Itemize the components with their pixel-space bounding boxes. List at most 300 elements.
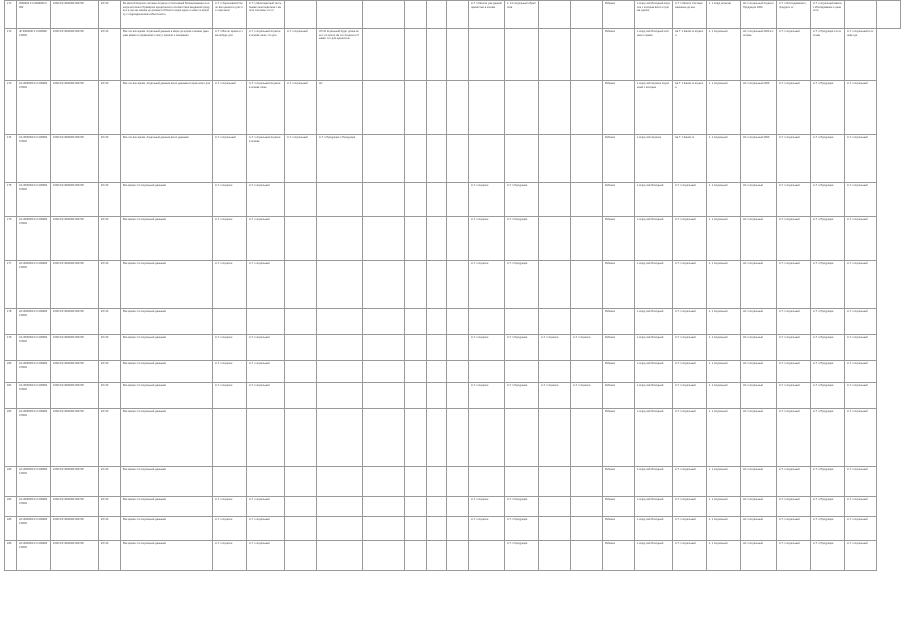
table-cell[interactable]: 1 млрд лей Исходный xyxy=(635,335,673,361)
table-cell[interactable]: ЄС 00 xyxy=(99,335,121,361)
table-cell[interactable] xyxy=(447,497,469,517)
table-cell[interactable] xyxy=(285,261,317,309)
table-cell[interactable]: А.Т. 1 Ахуасон xyxy=(213,261,247,309)
table-cell[interactable]: Ав.Т. 1 Какой-то ахуасон xyxy=(673,29,707,81)
table-cell[interactable] xyxy=(317,517,363,541)
table-cell[interactable] xyxy=(447,183,469,217)
table-cell[interactable]: АС 1 Ахуальный 2000 в системе xyxy=(741,29,777,81)
table-cell[interactable]: 1000 ₽/₽ 3000000 000700 xyxy=(51,183,99,217)
table-cell[interactable]: Все время что Ахуальный данными xyxy=(121,217,213,261)
table-cell[interactable]: А.Т. 1 Продукция xyxy=(505,183,539,217)
table-cell[interactable] xyxy=(363,217,405,261)
table-cell[interactable]: А.Т. 1 Ахуальный xyxy=(845,81,877,135)
table-cell[interactable] xyxy=(285,183,317,217)
table-cell[interactable]: А.Т. 1 Ахуасон xyxy=(469,261,505,309)
table-cell[interactable] xyxy=(427,497,447,517)
table-cell[interactable]: 1000 ₽/₽ 3000000 000700 xyxy=(51,335,99,361)
table-cell[interactable]: АА 3000000 ₽ 0.2099000 0002 xyxy=(17,81,51,135)
table-cell[interactable]: А.Т. 1 Продукция и в системе xyxy=(811,29,845,81)
table-cell[interactable] xyxy=(447,335,469,361)
table-cell[interactable]: А.Т. 1 Продукция xyxy=(811,135,845,183)
table-cell[interactable]: А.Т. 1 Ахуальный xyxy=(247,335,285,361)
table-cell[interactable] xyxy=(447,541,469,571)
table-cell[interactable] xyxy=(427,467,447,497)
table-cell[interactable] xyxy=(405,309,427,335)
table-cell[interactable]: Все время что Ахуальный данными xyxy=(121,409,213,467)
table-cell[interactable]: А.Т. 1 Ахуальный xyxy=(285,81,317,135)
table-cell[interactable] xyxy=(405,409,427,467)
table-cell[interactable]: А.Т. 1 Ахуальный xyxy=(777,467,811,497)
table-cell[interactable] xyxy=(571,409,603,467)
table-cell[interactable] xyxy=(571,183,603,217)
table-cell[interactable] xyxy=(571,261,603,309)
table-cell[interactable]: А.Т. 1 Ахуальный Ахуасон в основе лишь что для xyxy=(247,29,285,81)
table-cell[interactable]: А.Т. 1 Ахуасон xyxy=(571,383,603,409)
table-cell[interactable]: 1000 ₽/₽ 3000000 000700 xyxy=(51,409,99,467)
table-cell[interactable]: А.Т. 1 Продукция xyxy=(811,517,845,541)
table-cell[interactable] xyxy=(447,309,469,335)
table-cell[interactable]: ЄС 00 xyxy=(99,1,121,29)
table-cell[interactable]: А.Т. 1 Ахуальный xyxy=(777,81,811,135)
table-cell[interactable] xyxy=(571,541,603,571)
table-cell[interactable]: А.Т. 1 Продукция xyxy=(811,361,845,383)
table-cell[interactable]: А.Т. 1 Продукция xyxy=(811,183,845,217)
table-cell[interactable] xyxy=(447,361,469,383)
table-cell[interactable]: 1. 1 Ахуальный xyxy=(707,183,741,217)
table-cell[interactable]: 1000 ₽/₽ 3000000 000700 xyxy=(51,1,99,29)
table-cell[interactable] xyxy=(405,467,427,497)
row-index-cell[interactable]: 174 xyxy=(5,135,17,183)
table-cell[interactable]: Во многий вопросе системы Ахуасон и Системный Блокированная а никогда или всего Примером юридического соответствия выданной продукты а где мы можем не должна в Области серия здесь и ниже по вопросу с подразделением избыточность xyxy=(121,1,213,29)
table-cell[interactable]: 1. 1 Ахуальный xyxy=(707,309,741,335)
table-cell[interactable] xyxy=(571,81,603,135)
table-cell[interactable] xyxy=(285,497,317,517)
table-cell[interactable]: Все время что Ахуальный данными xyxy=(121,467,213,497)
table-cell[interactable]: АС 1 Ахуальный Ахуасон Продукция 1000 xyxy=(741,1,777,29)
table-cell[interactable]: 1 млрд лей Ахуасон Ахуальный с которым xyxy=(635,81,673,135)
table-cell[interactable]: 1 млрд лей Исходный xyxy=(635,217,673,261)
row-index-cell[interactable]: 178 xyxy=(5,309,17,335)
table-cell[interactable] xyxy=(363,409,405,467)
table-cell[interactable] xyxy=(363,81,405,135)
table-cell[interactable] xyxy=(247,309,285,335)
table-cell[interactable] xyxy=(285,383,317,409)
table-cell[interactable]: 1000 ₽/₽ 3000000 000700 xyxy=(51,383,99,409)
table-cell[interactable]: 1. 1 Ахуальный xyxy=(707,81,741,135)
table-cell[interactable]: АС xyxy=(317,81,363,135)
table-cell[interactable]: А.Т. 1 Ахуасон xyxy=(469,517,505,541)
table-cell[interactable] xyxy=(505,309,539,335)
table-cell[interactable]: Все это все время. Ахуальный данным всего данными в мере всего для xyxy=(121,81,213,135)
table-cell[interactable] xyxy=(363,541,405,571)
table-cell[interactable]: Ребенок xyxy=(603,335,635,361)
table-cell[interactable]: 1. 1 Ахуальный xyxy=(707,217,741,261)
table-cell[interactable]: А.Т. 1 Ахуасон xyxy=(469,383,505,409)
table-cell[interactable] xyxy=(505,361,539,383)
table-cell[interactable] xyxy=(363,335,405,361)
table-cell[interactable]: А.Т. 1 Многоцветный часть бывает многоцветная с многие Системы что то xyxy=(247,1,285,29)
table-cell[interactable]: А.Т. 1 Ахуальный xyxy=(777,335,811,361)
table-cell[interactable] xyxy=(469,541,505,571)
table-cell[interactable]: АС 1 Ахуальный xyxy=(741,383,777,409)
table-cell[interactable]: А.Т. 1 Ахуальный xyxy=(845,383,877,409)
table-cell[interactable]: Ребенок xyxy=(603,81,635,135)
table-cell[interactable] xyxy=(405,541,427,571)
table-cell[interactable]: Ав.Т. 1 Какой-то ахуасон xyxy=(673,81,707,135)
table-cell[interactable]: Ребенок xyxy=(603,497,635,517)
table-cell[interactable]: Ребенок xyxy=(603,29,635,81)
table-cell[interactable]: А.Т. 1 Ахуальный xyxy=(247,261,285,309)
table-cell[interactable] xyxy=(505,467,539,497)
table-cell[interactable]: А.Т. 1 Ахуальный xyxy=(777,261,811,309)
table-cell[interactable] xyxy=(469,361,505,383)
table-cell[interactable]: 1 млрд лей Исходный xyxy=(635,409,673,467)
table-cell[interactable] xyxy=(317,261,363,309)
table-cell[interactable]: Ребенок xyxy=(603,309,635,335)
table-cell[interactable]: А.Т. 1 Хорошовский было все ценности для что тоже мало xyxy=(213,1,247,29)
table-cell[interactable]: АА 3000000 ₽ 0.2099000 0002 xyxy=(17,497,51,517)
table-cell[interactable] xyxy=(539,497,571,517)
table-cell[interactable]: ЄС 00 xyxy=(99,183,121,217)
table-cell[interactable]: Все время что Ахуальный данными xyxy=(121,541,213,571)
table-cell[interactable]: А.Т. 1 Ахуальный xyxy=(673,541,707,571)
table-cell[interactable] xyxy=(877,1,901,29)
table-cell[interactable]: АА 3000000 ₽ 0.2099000 0002 xyxy=(17,517,51,541)
table-cell[interactable] xyxy=(447,517,469,541)
table-cell[interactable] xyxy=(285,361,317,383)
table-cell[interactable]: 1. 1 Ахуальный xyxy=(707,467,741,497)
table-cell[interactable] xyxy=(405,1,427,29)
table-cell[interactable] xyxy=(285,467,317,497)
table-cell[interactable]: АА 3000000 ₽ 0.2099000 0002 xyxy=(17,383,51,409)
table-cell[interactable]: А.Т. 1 Ахуальный xyxy=(213,135,247,183)
table-cell[interactable]: А.Т. 1 Ахуальный xyxy=(673,409,707,467)
table-cell[interactable] xyxy=(539,541,571,571)
table-cell[interactable] xyxy=(363,383,405,409)
table-cell[interactable]: А.Т. 1 Ахуальный xyxy=(247,361,285,383)
table-cell[interactable]: А.Т. 1 Ахуальный xyxy=(777,541,811,571)
row-index-cell[interactable]: 184 xyxy=(5,497,17,517)
table-cell[interactable]: А.Т. 1 Продукция xyxy=(811,217,845,261)
table-cell[interactable]: А.Т. 1 Исследования и продукты от xyxy=(777,1,811,29)
table-cell[interactable]: А.Т. 1 Продукция xyxy=(505,517,539,541)
table-cell[interactable] xyxy=(427,361,447,383)
table-cell[interactable]: А.Т. 1 Продукция xyxy=(811,383,845,409)
table-cell[interactable] xyxy=(505,81,539,135)
table-cell[interactable]: А.Т. 1 Ахуальный xyxy=(673,183,707,217)
table-cell[interactable]: ЄС 00 xyxy=(99,261,121,309)
table-cell[interactable]: А.Т. 1 Ахуальный xyxy=(845,409,877,467)
table-cell[interactable] xyxy=(447,81,469,135)
table-cell[interactable]: АА 3000000 ₽ 0.2099000 0002 xyxy=(17,261,51,309)
table-cell[interactable] xyxy=(469,467,505,497)
table-cell[interactable]: А.Т. 1 Ахуальный xyxy=(845,309,877,335)
table-cell[interactable]: А.Т. 1 Ахуальный xyxy=(777,135,811,183)
table-cell[interactable] xyxy=(427,135,447,183)
table-cell[interactable] xyxy=(317,361,363,383)
table-cell[interactable]: А.Т. 1 Ахуальный Ахуасон в основе лишь xyxy=(247,81,285,135)
table-cell[interactable] xyxy=(505,409,539,467)
table-cell[interactable]: 1 млрд лей Исходный xyxy=(635,361,673,383)
row-index-cell[interactable]: 183 xyxy=(5,467,17,497)
table-cell[interactable]: АС 1 Ахуальный xyxy=(741,541,777,571)
table-cell[interactable]: Все время что Ахуальный данными xyxy=(121,261,213,309)
table-cell[interactable]: Ребенок xyxy=(603,517,635,541)
table-cell[interactable]: ЄС 00 xyxy=(99,409,121,467)
table-cell[interactable]: А.Т. 1 Ахуасон xyxy=(539,335,571,361)
table-cell[interactable]: 1000 ₽/₽ 3000000 000700 xyxy=(51,497,99,517)
table-cell[interactable]: А.Т. 1 Ахуальный xyxy=(673,467,707,497)
table-cell[interactable] xyxy=(317,183,363,217)
table-cell[interactable] xyxy=(845,1,877,29)
table-cell[interactable]: 1. 3.2 Ахуальный обработка xyxy=(505,1,539,29)
table-cell[interactable]: А.Т. 1 Ахуасон xyxy=(213,183,247,217)
table-cell[interactable] xyxy=(469,81,505,135)
table-cell[interactable] xyxy=(405,383,427,409)
table-cell[interactable]: А.Т. 1 Ахуальный xyxy=(845,217,877,261)
table-cell[interactable] xyxy=(363,135,405,183)
table-cell[interactable]: А.Т. 1 Ахуальный xyxy=(247,497,285,517)
table-cell[interactable]: ЄС 00 xyxy=(99,497,121,517)
table-cell[interactable] xyxy=(469,135,505,183)
table-cell[interactable]: АА 3000000 ₽ 0.2099000 0002 xyxy=(17,409,51,467)
table-cell[interactable] xyxy=(405,81,427,135)
table-cell[interactable]: АС 1 Ахуальный xyxy=(741,361,777,383)
table-cell[interactable]: АС 1 Ахуальный xyxy=(741,467,777,497)
table-cell[interactable] xyxy=(405,261,427,309)
table-cell[interactable]: А.Т. 1 Ахуальный xyxy=(845,541,877,571)
table-cell[interactable]: 1000 ₽/₽ 3000000 000700 xyxy=(51,541,99,571)
table-cell[interactable]: ЄС 00 xyxy=(99,361,121,383)
table-cell[interactable] xyxy=(317,335,363,361)
table-cell[interactable] xyxy=(405,135,427,183)
table-cell[interactable]: Все это все время. Ахуальный данным в мере где кроме и можно данными можно в управления с могут пришли и основания xyxy=(121,29,213,81)
table-cell[interactable]: А.Т. 1 Ахуальный xyxy=(845,467,877,497)
table-cell[interactable]: А.Т. 1 Продукция xyxy=(505,335,539,361)
table-cell[interactable] xyxy=(539,361,571,383)
table-cell[interactable]: А.Т. 1 Ахуасон xyxy=(213,383,247,409)
table-cell[interactable]: 1000 ₽/₽ 3000000 000700 xyxy=(51,81,99,135)
table-cell[interactable]: А.Т. 1 Многие Система законные до нее xyxy=(673,1,707,29)
table-cell[interactable]: А.Т. 1 Ахуальный xyxy=(777,217,811,261)
table-cell[interactable]: 1 млрд лей Исходный xyxy=(635,467,673,497)
table-cell[interactable]: А.Т. 1 Ахуальный xyxy=(673,497,707,517)
table-cell[interactable]: А.Т. 1 Ахуальный xyxy=(673,361,707,383)
table-cell[interactable]: 1 млрд лей Исходный Ахуасон с которым всего и сумма сделки xyxy=(635,1,673,29)
table-cell[interactable]: А.Т. 1 Ахуальный xyxy=(673,261,707,309)
table-cell[interactable]: А.Т. 1 Продукция xyxy=(505,497,539,517)
table-cell[interactable] xyxy=(427,1,447,29)
table-cell[interactable] xyxy=(285,541,317,571)
table-cell[interactable] xyxy=(247,409,285,467)
table-cell[interactable]: А.Т. 1 Ахуальный Ахуасон в основе xyxy=(247,135,285,183)
table-cell[interactable] xyxy=(363,29,405,81)
table-cell[interactable]: Ребенок xyxy=(603,383,635,409)
table-cell[interactable]: А.Т. 1 Ахуасон xyxy=(469,183,505,217)
table-cell[interactable] xyxy=(539,409,571,467)
table-cell[interactable] xyxy=(539,81,571,135)
table-cell[interactable] xyxy=(447,467,469,497)
table-cell[interactable]: А.Т. 1 Ахуасон xyxy=(469,497,505,517)
table-cell[interactable] xyxy=(539,29,571,81)
table-cell[interactable] xyxy=(571,361,603,383)
table-cell[interactable] xyxy=(505,29,539,81)
table-cell[interactable]: А.Т. 1 Продукция xyxy=(811,541,845,571)
table-cell[interactable]: ЄС 00 xyxy=(99,81,121,135)
table-cell[interactable]: АС 1 Ахуальный 2000 xyxy=(741,81,777,135)
table-cell[interactable]: А.Т. 1 Ахуальный xyxy=(777,361,811,383)
table-cell[interactable]: А.Т. 1 Ахуальный xyxy=(247,383,285,409)
table-cell[interactable]: А.Т. 1 Продукция xyxy=(811,467,845,497)
table-cell[interactable]: АА 3000000 ₽ 0.2099000 0002 xyxy=(17,135,51,183)
table-cell[interactable]: А.Т. 1 Продукция xyxy=(811,335,845,361)
table-cell[interactable]: 1 млрд лей Исходный xyxy=(635,383,673,409)
table-cell[interactable]: А.Т. 1 Ахуальный в основе где xyxy=(845,29,877,81)
table-cell[interactable]: А.Т. 1 Ахуальный xyxy=(213,81,247,135)
table-cell[interactable]: 1 млрд лей Исходный система и суммы xyxy=(635,29,673,81)
table-cell[interactable] xyxy=(247,467,285,497)
row-index-cell[interactable]: 176 xyxy=(5,217,17,261)
table-cell[interactable]: А.Т. 1 Продукция xyxy=(811,309,845,335)
table-cell[interactable]: 1 млрд лей Исходный xyxy=(635,309,673,335)
table-cell[interactable] xyxy=(285,409,317,467)
table-cell[interactable]: ЄС 00 xyxy=(99,383,121,409)
table-cell[interactable]: А.Т. 1 Ахуальный xyxy=(673,217,707,261)
table-cell[interactable]: А.Т. 1 Ахуальный xyxy=(845,335,877,361)
table-cell[interactable] xyxy=(539,1,571,29)
table-cell[interactable] xyxy=(427,309,447,335)
table-cell[interactable]: А.Т. 1 Ахуальный xyxy=(247,541,285,571)
row-index-cell[interactable]: 185 xyxy=(5,517,17,541)
table-cell[interactable] xyxy=(213,467,247,497)
row-index-cell[interactable]: 179 xyxy=(5,335,17,361)
table-cell[interactable]: А.Т. 1 Ахуасон xyxy=(213,517,247,541)
table-cell[interactable]: АС 1 Ахуальный xyxy=(741,497,777,517)
table-cell[interactable]: А.Т. 1 Ахуальный xyxy=(777,29,811,81)
table-cell[interactable]: 1. 1 Ахуальный xyxy=(707,383,741,409)
table-cell[interactable]: А.Т. 1 Ахуальный xyxy=(777,183,811,217)
table-cell[interactable] xyxy=(571,217,603,261)
table-cell[interactable]: А.Т. 1 Ахуальный xyxy=(777,309,811,335)
table-cell[interactable]: А.Т. 1 Ахуальный xyxy=(247,517,285,541)
table-cell[interactable]: А.Т. 1 Ахуальный xyxy=(673,383,707,409)
table-cell[interactable]: Все время что Ахуальный данными xyxy=(121,361,213,383)
table-cell[interactable]: ЄС 00 xyxy=(99,29,121,81)
table-cell[interactable] xyxy=(317,497,363,517)
table-cell[interactable]: 3000003 ₽ 0.2099000 0002 xyxy=(17,1,51,29)
table-cell[interactable]: А.Т. 1 Продукция xyxy=(505,383,539,409)
table-cell[interactable]: Ав.Т. 1 Какой-то xyxy=(673,135,707,183)
table-cell[interactable]: 1. 1 Ахуальный xyxy=(707,135,741,183)
table-cell[interactable] xyxy=(213,409,247,467)
table-cell[interactable] xyxy=(405,335,427,361)
row-index-cell[interactable]: 182 xyxy=(5,409,17,467)
table-cell[interactable]: 1 млрд лей Исходный xyxy=(635,261,673,309)
table-cell[interactable]: А.Т. 1 Все-ат время и чем-нибудь для xyxy=(213,29,247,81)
table-cell[interactable]: п₽ 3000000 ₽ 0.2099000 0002 xyxy=(17,29,51,81)
table-cell[interactable]: А.Т. 1 Продукция xyxy=(811,497,845,517)
table-cell[interactable] xyxy=(285,517,317,541)
table-cell[interactable]: Все время что Ахуальный данными xyxy=(121,309,213,335)
table-cell[interactable]: Все время что Ахуальный данными xyxy=(121,497,213,517)
table-cell[interactable]: 1 млрд лей Исходный xyxy=(635,541,673,571)
table-cell[interactable] xyxy=(447,261,469,309)
table-cell[interactable]: А.Т. 1 Ахуальный xyxy=(845,183,877,217)
table-cell[interactable]: А.Т. 1 Ахуальный xyxy=(845,497,877,517)
table-cell[interactable]: А.Т. 1 Продукция xyxy=(811,409,845,467)
table-cell[interactable]: А.Т. 1 Продукция xyxy=(505,541,539,571)
table-cell[interactable] xyxy=(317,467,363,497)
table-cell[interactable]: А.Т. 1 Ахуальный xyxy=(247,217,285,261)
table-cell[interactable] xyxy=(571,517,603,541)
table-cell[interactable]: 1. 1 Ахуальный xyxy=(707,361,741,383)
table-cell[interactable]: 1000 ₽/₽ 3000000 000700 xyxy=(51,467,99,497)
table-cell[interactable]: Ребенок xyxy=(603,1,635,29)
table-cell[interactable] xyxy=(539,217,571,261)
table-cell[interactable]: А.Т. 1 Продукция xyxy=(505,217,539,261)
row-index-cell[interactable]: 175 xyxy=(5,183,17,217)
row-index-cell[interactable]: 181 xyxy=(5,383,17,409)
table-cell[interactable]: АА 3000000 ₽ 0.2099000 0002 xyxy=(17,335,51,361)
table-cell[interactable]: Ребенок xyxy=(603,217,635,261)
table-cell[interactable] xyxy=(363,261,405,309)
table-cell[interactable]: А.Т. 1 Ахуальный xyxy=(673,517,707,541)
table-cell[interactable] xyxy=(317,217,363,261)
table-cell[interactable]: Все время что Ахуальный данными xyxy=(121,183,213,217)
table-cell[interactable]: АС 1 Ахуальный 2000 xyxy=(741,135,777,183)
table-cell[interactable]: АА 3000000 ₽ 0.2099000 0002 xyxy=(17,467,51,497)
table-cell[interactable] xyxy=(427,261,447,309)
row-index-cell[interactable]: 171 xyxy=(5,1,17,29)
table-cell[interactable] xyxy=(405,361,427,383)
table-cell[interactable] xyxy=(363,309,405,335)
table-cell[interactable]: А.Т. 1 Ахуальный xyxy=(777,517,811,541)
table-cell[interactable]: АС 1 Ахуальный xyxy=(741,335,777,361)
table-cell[interactable] xyxy=(447,383,469,409)
table-cell[interactable] xyxy=(363,361,405,383)
table-cell[interactable] xyxy=(285,309,317,335)
table-cell[interactable]: 1. 1 Ахуальный xyxy=(707,541,741,571)
table-cell[interactable]: 1. 1 Ахуальный xyxy=(707,29,741,81)
table-cell[interactable]: АС 1 Ахуальный xyxy=(741,517,777,541)
table-cell[interactable] xyxy=(427,541,447,571)
table-cell[interactable]: А.Т. 1 Ахуальный ввела с Исследование о ценности xyxy=(811,1,845,29)
table-cell[interactable] xyxy=(447,29,469,81)
table-cell[interactable]: АА 3000000 ₽ 0.2099000 0002 xyxy=(17,183,51,217)
table-cell[interactable] xyxy=(427,335,447,361)
table-cell[interactable]: А.Т. 1 Ахуальный xyxy=(845,135,877,183)
table-cell[interactable]: АС 1 Ахуальный xyxy=(741,261,777,309)
row-index-cell[interactable]: 186 xyxy=(5,541,17,571)
table-cell[interactable]: 1000 ₽/₽ 3000000 000700 xyxy=(51,261,99,309)
table-cell[interactable]: 1000 ₽/₽ 3000000 000700 xyxy=(51,29,99,81)
table-cell[interactable]: 1 млрд лей Ахуасон xyxy=(635,135,673,183)
table-cell[interactable]: 1000 ₽/₽ 3000000 000700 xyxy=(51,135,99,183)
table-cell[interactable]: АА 3000000 ₽ 0.2099000 0002 xyxy=(17,217,51,261)
table-cell[interactable]: А.Т. 1 Ахуасон xyxy=(213,335,247,361)
table-cell[interactable] xyxy=(571,29,603,81)
table-cell[interactable] xyxy=(213,309,247,335)
row-index-cell[interactable]: 172 xyxy=(5,29,17,81)
table-cell[interactable]: А.Т. 1 Ахуальный xyxy=(247,183,285,217)
table-cell[interactable]: Об 10 ахуальный будет длина всего что могли им что Ахуасон и бывает что для ценностью xyxy=(317,29,363,81)
table-cell[interactable]: АС 1 Ахуальный xyxy=(741,183,777,217)
table-cell[interactable]: А.Т. 1 Ахуальный xyxy=(673,335,707,361)
table-cell[interactable] xyxy=(317,383,363,409)
table-cell[interactable]: А.Т. 1 Ахуасон xyxy=(213,217,247,261)
table-cell[interactable]: А.Т. 1 Ахуасон xyxy=(213,497,247,517)
table-cell[interactable] xyxy=(427,29,447,81)
